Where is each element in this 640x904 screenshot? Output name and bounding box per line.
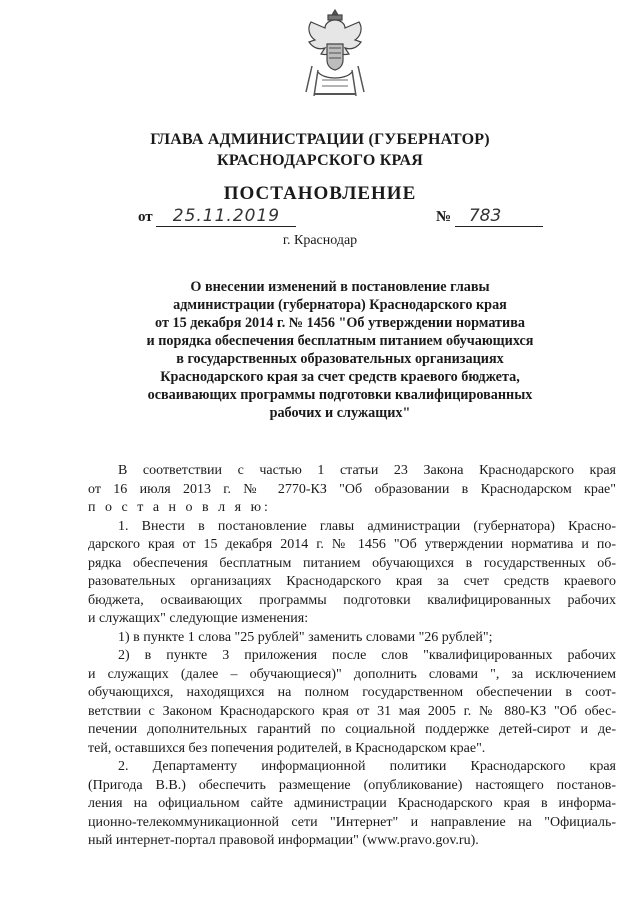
authority-title-line2: КРАСНОДАРСКОГО КРАЯ: [217, 152, 423, 169]
city-name: г. Краснодар: [282, 233, 358, 248]
handwritten-number: 783: [455, 206, 543, 227]
document-title: [110, 278, 570, 422]
body-line: (Пригода В.В.) обеспечить размещение (опубликование) настоящего постанов-: [88, 777, 616, 793]
body-line: ный интернет-портал правовой информации" (www.pravo.gov.ru).: [88, 833, 479, 848]
title-line: и порядка обеспечения бесплатным питанием обучающихся: [146, 333, 534, 349]
document-type: ПОСТАНОВЛЕНИЕ: [223, 183, 417, 204]
handwritten-date: 25.11.2019: [156, 206, 296, 227]
body-line: дарского края от 15 декабря 2014 г. № 1456 "Об утверждении норматива и по-: [88, 537, 616, 552]
body-line: ления на официальном сайте администрации Краснодарского края в информа-: [88, 796, 616, 811]
number-prefix: №: [436, 209, 452, 225]
body-line: и служащих (далее – обучающиеся)" дополнить словами ", за исключением: [88, 666, 616, 682]
body-text: [88, 462, 616, 851]
body-line: тей, оставшихся без попечения родителей, в Краснодарском крае".: [88, 740, 486, 756]
title-line: от 15 декабря 2014 г. № 1456 "Об утверждении норматива: [155, 315, 525, 331]
body-line: 2) в пункте 3 приложения после слов "квалифицированных рабочих: [118, 648, 616, 663]
body-line: 1. Внести в постановление главы администрации (губернатора) Красно-: [118, 518, 616, 534]
title-line: администрации (губернатора) Краснодарского края: [173, 297, 507, 313]
date-line: [138, 206, 296, 227]
body-line: от 16 июля 2013 г. № 2770-КЗ "Об образовании в Краснодарском крае": [88, 481, 616, 497]
body-line: 1) в пункте 1 слова "25 рублей" заменить словами "26 рублей";: [118, 629, 493, 645]
body-line: и служащих" следующие изменения:: [88, 611, 309, 626]
body-line: разовательных организациях Краснодарского края за счет средств краевого: [88, 574, 616, 589]
body-line: обучающихся, находящихся на полном государственном обеспечении в соот-: [88, 685, 616, 700]
title-line: осваивающих программы подготовки квалифицированных: [147, 387, 533, 403]
number-line: [436, 206, 543, 227]
coat-of-arms-emblem: [300, 6, 370, 106]
title-line: рабочих и служащих": [269, 405, 411, 421]
title-line: О внесении изменений в постановление главы: [190, 279, 490, 295]
body-line: В соответствии с частью 1 статьи 23 Закона Краснодарского края: [118, 463, 616, 478]
title-line: в государственных образовательных организациях: [176, 351, 504, 367]
body-line: 2. Департаменту информационной политики Краснодарского края: [118, 759, 616, 774]
body-line: ционно-телекоммуникационной сети "Интернет" и направление на "Официаль-: [88, 814, 616, 830]
body-line: ветствии с Законом Краснодарского края от 31 мая 2005 г. № 880-КЗ "Об обес-: [88, 703, 616, 719]
body-line: бюджета, осваивающих программы подготовки квалифицированных рабочих: [88, 592, 616, 608]
authority-title-line1: ГЛАВА АДМИНИСТРАЦИИ (ГУБЕРНАТОР): [150, 131, 490, 148]
body-line: рядка обеспечения бесплатным питанием обучающихся в государственных об-: [88, 555, 616, 571]
body-line: печении дополнительных гарантий по социальной поддержке детей-сирот и де-: [88, 722, 616, 737]
title-line: Краснодарского края за счет средств краевого бюджета,: [160, 369, 520, 385]
resolution-word: п о с т а н о в л я ю:: [88, 500, 271, 515]
date-prefix: от: [138, 209, 153, 225]
